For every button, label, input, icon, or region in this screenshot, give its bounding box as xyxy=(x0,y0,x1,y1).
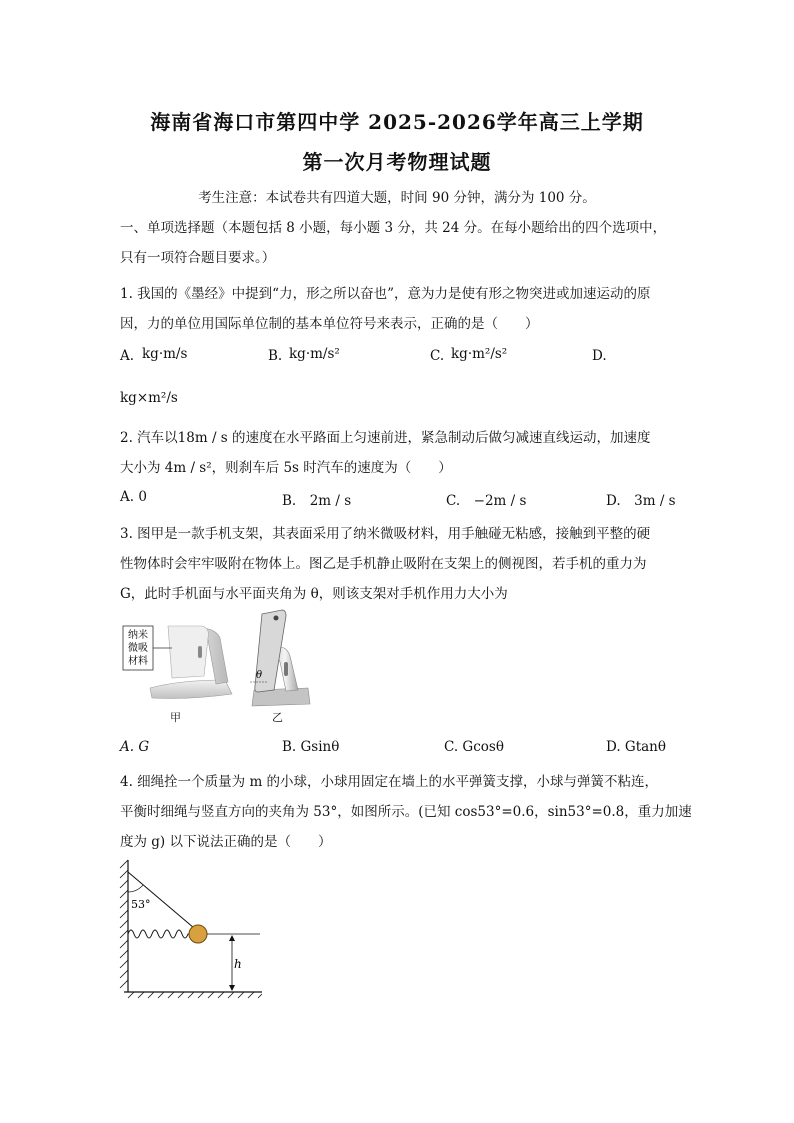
question-4-text-cont: 平衡时细绳与竖直方向的夹角为 53°，如图所示。(已知 cos53°=0.6，sin53°=0.8，重力加速 xyxy=(120,804,692,820)
q1-option-c: kg·m²/s² xyxy=(451,346,508,362)
page-title: 海南省海口市第四中学 2025-2026学年高三上学期 xyxy=(150,110,644,134)
question-2-text: 2. 汽车以18m / s 的速度在水平路面上匀速前进，紧急制动后做匀减速直线运动，加速度 xyxy=(120,430,651,446)
figure-label-line1: 纳米 xyxy=(128,630,148,641)
figure-label-line3: 材料 xyxy=(128,656,148,667)
spring xyxy=(128,930,190,938)
q1-option-b-label: B. xyxy=(268,348,283,364)
ball xyxy=(189,925,207,943)
q1-option-a: kg·m/s xyxy=(142,346,188,362)
exam-notice: 考生注意：本试卷共有四道大题，时间 90 分钟，满分为 100 分。 xyxy=(198,190,596,206)
q1-option-b: kg·m/s² xyxy=(289,346,340,362)
question-4-text: 4. 细绳拴一个质量为 m 的小球，小球用固定在墙上的水平弹簧支撑，小球与弹簧不粘连， xyxy=(120,774,659,790)
question-1-text: 1. 我国的《墨经》中提到“力，形之所以奋也”，意为力是使有形之物突进或加速运动的原 xyxy=(120,286,651,302)
q2-option-c: C. −2m / s xyxy=(446,493,527,509)
page-subtitle: 第一次月考物理试题 xyxy=(302,150,492,174)
wall-hatch xyxy=(120,860,128,988)
q3-option-d: D. Gtanθ xyxy=(606,739,667,755)
q3-option-c: C. Gcosθ xyxy=(444,739,504,755)
figure-label-line2: 微吸 xyxy=(128,643,148,654)
spring-ball-figure xyxy=(118,856,268,1000)
question-2-text-cont: 大小为 4m / s²，则刹车后 5s 时汽车的速度为（ ） xyxy=(120,460,452,476)
q1-option-a-label: A. xyxy=(120,348,135,364)
ground-hatch xyxy=(128,992,262,998)
question-4-text-cont2: 度为 g) 以下说法正确的是（ ） xyxy=(120,834,332,850)
question-1-text-cont: 因，力的单位用国际单位制的基本单位符号来表示，正确的是（ ） xyxy=(120,316,539,332)
q3-option-a: A. G xyxy=(120,739,150,755)
angle-label: 53° xyxy=(131,898,151,911)
question-3-text-cont2: G，此时手机面与水平面夹角为 θ，则该支架对手机作用力大小为 xyxy=(120,586,508,602)
figure-caption-yi: 乙 xyxy=(272,711,283,724)
q2-option-b: B. 2m / s xyxy=(282,493,352,509)
question-3-text-cont: 性物体时会牢牢吸附在物体上。图乙是手机静止吸附在支架上的侧视图，若手机的重力为 xyxy=(120,556,647,572)
q2-option-d: D. 3m / s xyxy=(606,493,676,509)
q3-option-b: B. Gsinθ xyxy=(282,739,340,755)
phone-stand-figure-yi xyxy=(246,608,316,710)
q1-option-c-label: C. xyxy=(430,348,445,364)
figure-caption-jia: 甲 xyxy=(170,711,181,724)
section-heading-cont: 只有一项符合题目要求。） xyxy=(120,250,276,266)
figure-theta: θ xyxy=(256,670,263,681)
q2-option-a: A. 0 xyxy=(120,489,147,505)
q1-option-d: kg×m²/s xyxy=(120,390,178,406)
q1-option-d-label: D. xyxy=(592,348,607,364)
height-label: h xyxy=(234,957,242,971)
phone-stand-figure-jia xyxy=(120,618,240,710)
section-heading: 一、单项选择题（本题包括 8 小题，每小题 3 分，共 24 分。在每小题给出的四个选项中， xyxy=(120,220,667,236)
question-3-text: 3. 图甲是一款手机支架，其表面采用了纳米微吸材料，用手触碰无粘感，接触到平整的硬 xyxy=(120,526,651,542)
